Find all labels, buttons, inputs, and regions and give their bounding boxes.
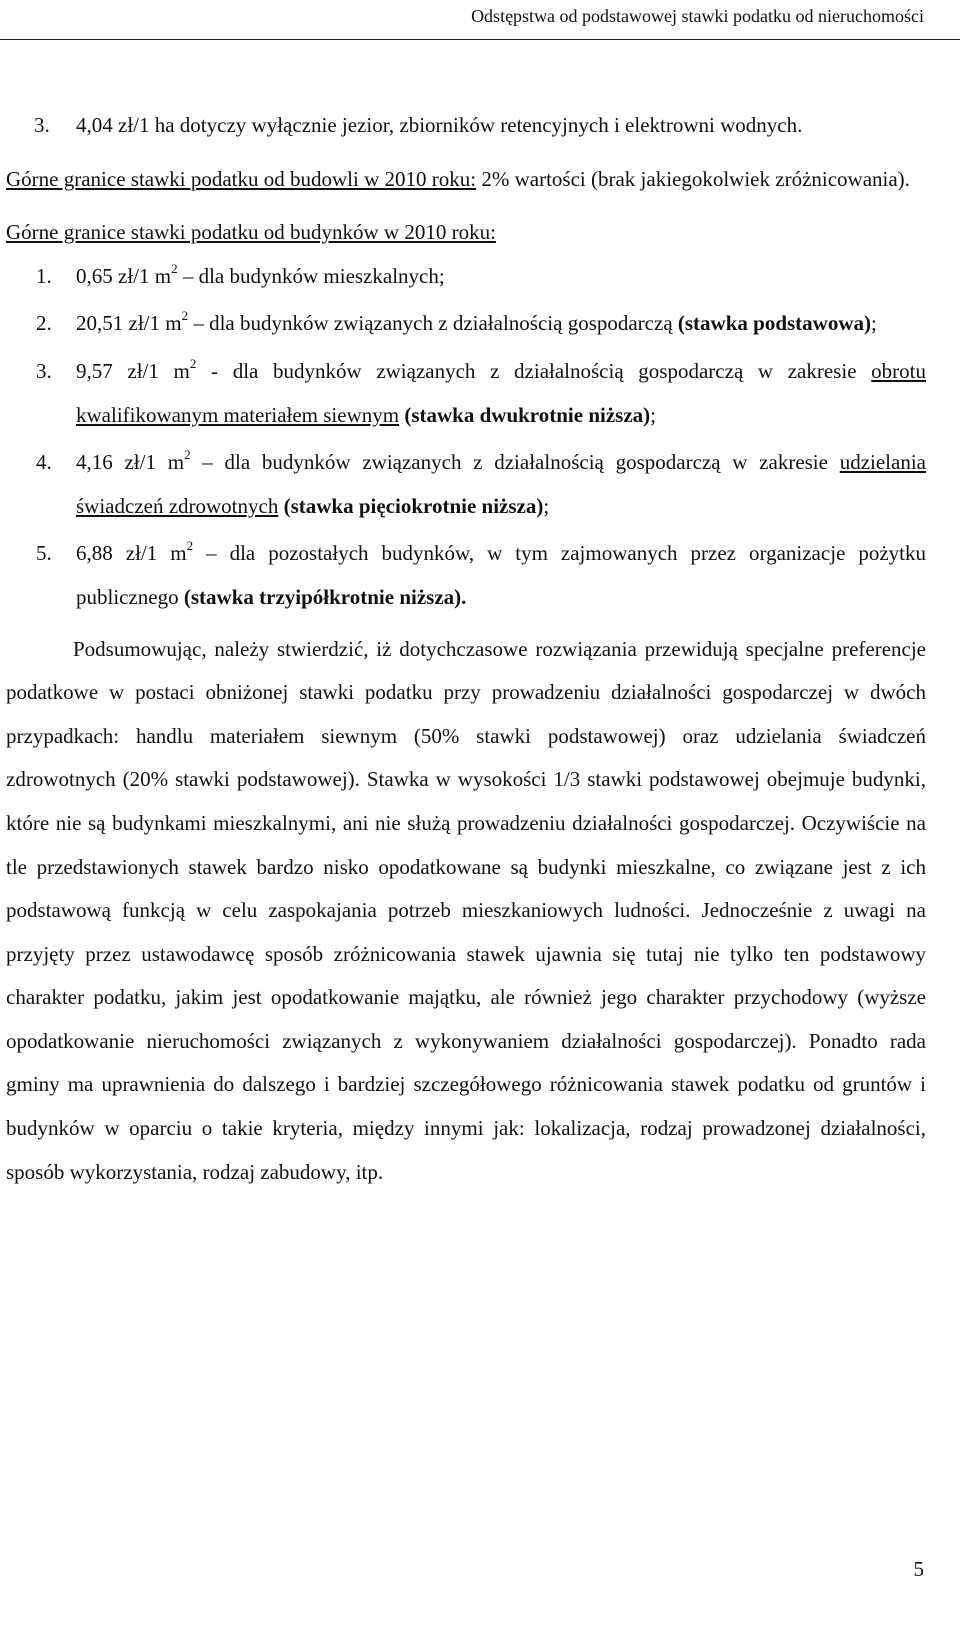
description: – dla pozostałych budynków, w tym zajmowanych przez organizacje pożytku publicznego [76,541,926,609]
punct: ; [650,402,656,427]
underlined-scope: obrotu kwalifikowanym materiałem siewnym [76,358,926,427]
emphasis: (stawka podstawowa) [677,311,871,336]
rate: 4,16 zł/1 m [76,450,185,475]
description: – dla budynków mieszkalnych; [177,263,445,288]
budynki-label-paragraph [6,211,926,255]
emphasis: (stawka dwukrotnie niższa) [399,402,651,427]
list-number: 3. [34,113,50,137]
budowle-label: Górne granice stawki podatku od budowli w 2010 roku: [6,166,477,191]
punct: ; [871,311,877,336]
rate: 6,88 zł/1 m [76,541,187,566]
superscript: 2 [186,538,194,554]
superscript: 2 [181,308,189,324]
rate: 0,65 zł/1 m [76,263,172,288]
header-title: Odstępstwa od podstawowej stawki podatku od nieruchomości [471,6,924,26]
summary-paragraph: Podsumowując, należy stwierdzić, iż dotychczasowe rozwiązania przewidują specjalne preferencje podatkowe w postaci obniżonej stawki podatku przy prowadzeniu działalności gospodarczej w dwóch przypadkach: handlu materiałem siewnym (50% stawki podstawowej) oraz udzielania świadczeń zdrowotnych (20% stawki podstawowej). Stawka w wysokości 1/3 stawki podstawowej obejmuje budynki, które nie są budynkami mieszkalnymi, ani nie służą prowadzeniu działalności gospodarczej. Oczywiście na tle przedstawionych stawek bardzo nisko opodatkowane są budynki mieszkalne, co związane jest z ich podstawową funkcją w celu zaspokajania potrzeb mieszkaniowych ludności. Jednocześnie z uwagi na przyjęty przez ustawodawcę sposób zróżnicowania stawek ujawnia się tutaj nie tylko ten podstawowy charakter podatku, jakim jest opodatkowanie majątku, ale również jego charakter przychodowy (wyższe opodatkowanie nieruchomości związanych z wykonywaniem działalności gospodarczej). Ponadto rada gminy ma uprawnienia do dalszego i bardziej szczegółowego różnicowania stawek podatku od gruntów i budynków w oparciu o takie kryteria, między innymi jak: lokalizacja, rodzaj prowadzonej działalności, sposób wykorzystania, rodzaj zabudowy, itp. [6,636,926,1184]
list-text [76,532,926,619]
list-text [76,350,926,437]
list-item [6,441,926,528]
list-text: 4,04 zł/1 ha dotyczy wyłącznie jezior, zbiorników retencyjnych i elektrowni wodnych. [76,113,803,137]
budynki-label: Górne granice stawki podatku od budynków w 2010 roku: [6,220,496,245]
page-body [6,104,926,1194]
list-text [76,302,926,346]
list-item [6,255,926,299]
budynki-list [6,255,926,620]
list-text [76,255,926,299]
superscript: 2 [189,355,197,371]
running-header [0,0,960,40]
emphasis: (stawka pięciokrotnie niższa) [278,493,544,518]
list-item-intro [30,104,926,148]
budowle-text: 2% wartości (brak jakiegokolwiek zróżnicowania). [476,166,910,191]
emphasis: (stawka trzyipółkrotnie niższa). [183,584,467,609]
list-item [6,532,926,619]
page-number: 5 [913,1557,924,1581]
list-number: 5. [36,541,52,566]
description: – dla budynków związanych z działalnością gospodarczą [188,311,678,336]
list-text [76,441,926,528]
list-item [6,302,926,346]
list-item [6,350,926,437]
list-number: 1. [36,263,52,288]
superscript: 2 [171,260,178,276]
list-number: 2. [36,311,52,336]
list-number: 4. [36,450,52,475]
punct: ; [543,493,550,518]
description: - dla budynków związanych z działalnością gospodarczą w zakresie [196,358,872,383]
rate: 20,51 zł/1 m [76,311,182,336]
superscript: 2 [184,447,191,463]
description: – dla budynków związanych z działalnością gospodarczą w zakresie [190,450,840,475]
list-number: 3. [36,358,52,383]
budowle-paragraph [6,158,926,202]
rate: 9,57 zł/1 m [76,358,190,383]
underlined-scope: udzielania świadczeń zdrowotnych [76,450,926,518]
